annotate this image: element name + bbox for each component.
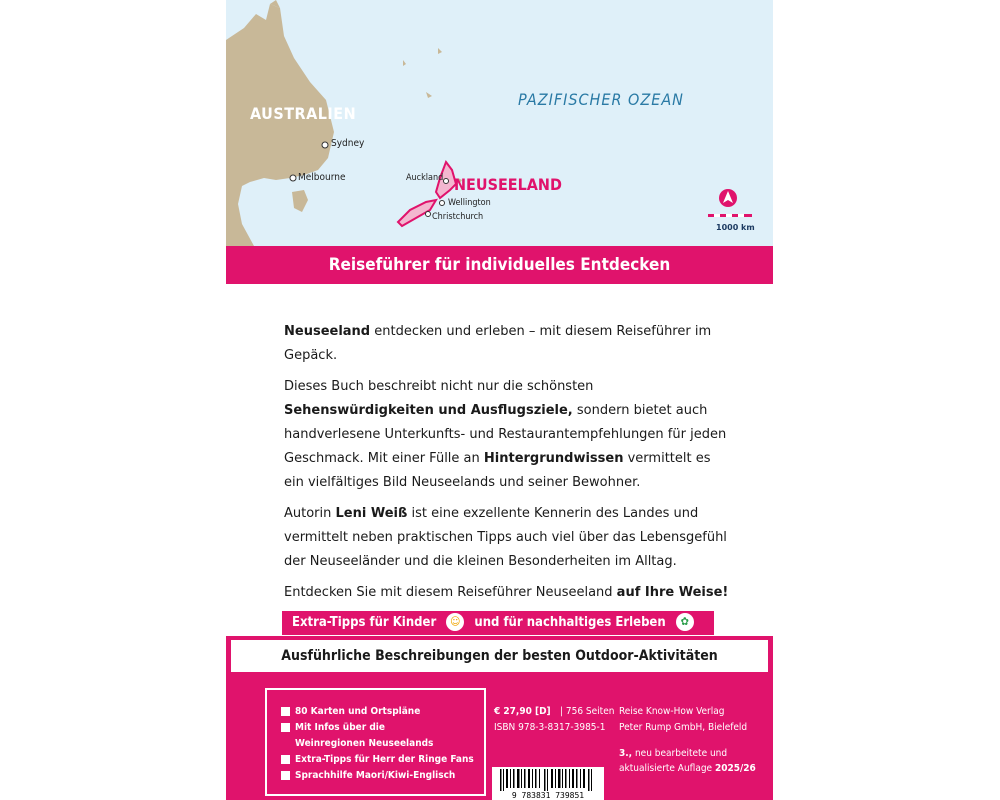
ocean-label: PAZIFISCHER OZEAN [518, 90, 684, 109]
barcode [492, 767, 604, 800]
checkbox-icon [281, 755, 290, 764]
region-map [226, 0, 773, 246]
city-label-christchurch: Christchurch [432, 212, 484, 222]
checkbox-icon [281, 707, 290, 716]
extra-tips-sustainable-text: und für nachhaltiges Erleben [474, 615, 666, 630]
description [284, 320, 734, 612]
feature-item: Extra-Tipps für Herr der Ringe Fans [281, 752, 484, 768]
checkbox-icon [281, 771, 290, 780]
city-label-melbourne: Melbourne [298, 172, 346, 183]
paragraph-intro: Neuseeland entdecken und erleben – mit diesem Reiseführer im Gepäck. [284, 324, 712, 363]
feature-item: Sprachhilfe Maori/Kiwi-Englisch [281, 768, 484, 784]
island [438, 48, 442, 54]
publisher-line-1: Reise Know-How Verlag [619, 706, 725, 717]
feature-item: 80 Karten und Ortspläne [281, 704, 484, 720]
subtitle-band: Reiseführer für individuelles Entdecken [226, 246, 773, 284]
island [403, 60, 406, 66]
city-label-wellington: Wellington [448, 198, 491, 208]
book-back-cover [226, 0, 773, 800]
city-label-sydney: Sydney [331, 138, 365, 149]
tasmania-landmass [292, 190, 308, 212]
extra-tips-banner [282, 611, 714, 635]
leaf-icon: ✿ [676, 613, 694, 631]
barcode-digits: 9 783831 739851 [511, 791, 585, 800]
bottom-panel [226, 636, 773, 800]
feature-item-continued: Weinregionen Neuseelands [295, 738, 434, 749]
page-count: | 756 Seiten [560, 706, 615, 717]
melbourne-marker [290, 175, 296, 181]
publisher-line-2: Peter Rump GmbH, Bielefeld [619, 722, 748, 733]
feature-item: Mit Infos über die [281, 720, 484, 736]
island [426, 92, 432, 98]
auckland-marker [444, 179, 449, 184]
checkbox-icon [281, 723, 290, 732]
outdoor-banner: Ausführliche Beschreibungen der besten Outdoor-Aktivitäten [231, 640, 768, 672]
features-box [265, 688, 486, 796]
paragraph-content: Dieses Buch beschreibt nicht nur die schönsten Sehenswürdigkeiten und Ausflugsziele, sondern bietet auch handverlesene Unterkunfts- und Restaurantempfehlungen für jeden Geschmack. Mit einer Fülle an Hintergrundwissen vermittelt es ein vielfältiges Bild Neuseelands und seiner Bewohner. [284, 379, 727, 490]
paragraph-closing: Entdecken Sie mit diesem Reiseführer Neuseeland auf Ihre Weise! [284, 585, 729, 600]
isbn: ISBN 978-3-8317-3985-1 [494, 722, 606, 733]
child-icon: ☺ [446, 613, 464, 631]
australia-landmass [226, 4, 334, 246]
edition-line-1: 3., neu bearbeitete und [619, 748, 728, 759]
city-label-auckland: Auckland [406, 173, 444, 183]
extra-tips-kids-text: Extra-Tipps für Kinder [292, 615, 437, 630]
scale-label: 1000 km [716, 223, 755, 232]
christchurch-marker [426, 212, 431, 217]
australia-label: AUSTRALIEN [250, 104, 357, 123]
new-zealand-label: NEUSEELAND [454, 175, 562, 194]
sydney-marker [322, 142, 328, 148]
paragraph-author: Autorin Leni Weiß ist eine exzellente Kennerin des Landes und vermittelt neben praktischen Tipps auch viel über das Lebensgefühl der Neuseeländer und die kleinen Besonderheiten im Alltag. [284, 506, 727, 569]
edition-line-2: aktualisierte Auflage 2025/26 [619, 763, 756, 774]
price: € 27,90 [D] [494, 706, 551, 717]
map-graphic [226, 0, 773, 246]
wellington-marker [440, 201, 445, 206]
barcode-bars [492, 767, 604, 800]
